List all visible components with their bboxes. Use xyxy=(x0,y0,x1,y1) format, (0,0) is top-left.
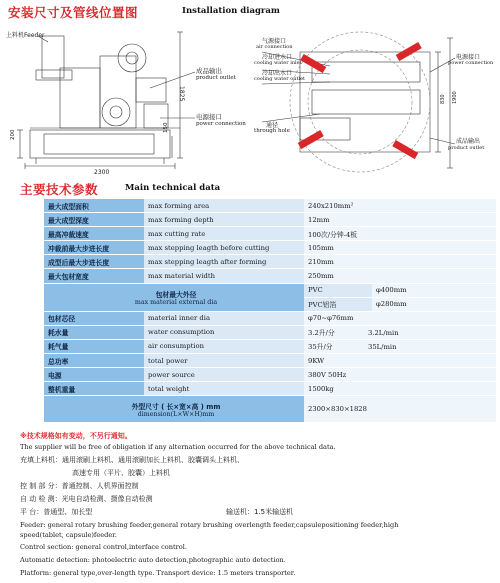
feed-en1: Feeder: general rotary brushing feeder,general rotary brushing overlength feeder,capsulepositioning feeder,high xyxy=(20,521,399,529)
power2-cn: 电源接口 xyxy=(456,54,481,61)
spec-row xyxy=(44,255,496,269)
through-cn: 通径 xyxy=(266,122,279,129)
power-cn: 电源接口 xyxy=(196,113,222,121)
spec-dia-en: max material external dia xyxy=(134,298,218,306)
spec-en: air consumption xyxy=(144,339,304,353)
spec-row xyxy=(44,199,496,213)
plat-en: Platform: general type,over-length type. Transport device: 1.5 meters transporter. xyxy=(20,569,296,577)
spec-dia-type: PVC铝箔 xyxy=(304,297,372,311)
spec-val: 250mm xyxy=(304,269,496,283)
feeder-hopper xyxy=(42,36,64,78)
ctrl-en: Control section: general control,interface control. xyxy=(20,543,187,551)
feed-cn1: 充填上料机：通用滚刷上料机、通用滚刷加长上料机、胶囊调头上料机、 xyxy=(20,456,244,464)
spec-row xyxy=(44,325,496,339)
spec-row xyxy=(44,339,496,353)
spec-en: total power xyxy=(144,354,304,368)
spec-val: 100次/分钟-4板 xyxy=(304,227,496,241)
spec-en: max stepping leagth after forming xyxy=(144,255,304,269)
spec-cn: 最大成型深度 xyxy=(44,213,144,227)
dim-d3: 1900 xyxy=(452,91,458,104)
power2-en: power connection xyxy=(448,60,494,66)
spec-val: 210mm xyxy=(304,255,496,269)
section-title-tech-cn: 主要技术参数 xyxy=(20,182,99,197)
auto-en: Automatic detection: photoelectric auto detection,photographic auto detection. xyxy=(20,556,286,564)
spec-cn: 耗水量 xyxy=(44,325,144,339)
spec-row xyxy=(44,354,496,368)
spec-val: 3.2升/分 xyxy=(308,329,335,338)
spec-val: 380V 50Hz xyxy=(304,368,496,382)
spec-row xyxy=(44,269,496,283)
spec-val: 240x210mm² xyxy=(304,199,496,213)
spec-row xyxy=(44,241,496,255)
feed-cn2: 高速专用（平片、胶囊）上料机 xyxy=(72,469,170,477)
spec-row-dim xyxy=(44,396,496,423)
roller-top xyxy=(118,44,146,72)
roller-bottom xyxy=(102,98,130,126)
spec-dia-cn: 包材最大外径 xyxy=(155,290,197,299)
spec-dia-type: PVC xyxy=(304,283,372,297)
plat-cn: 平 台：普通型、加长型 xyxy=(20,508,93,516)
spec-val: 1500kg xyxy=(304,382,496,396)
cool-out-en: cooling water outlet xyxy=(254,76,306,82)
dim-left: 200 xyxy=(10,129,16,140)
spec-table xyxy=(44,198,496,422)
cool-in-en: cooling water inlet xyxy=(254,60,302,66)
feed-en2: speed(tablet, capsule)feeder. xyxy=(20,531,117,539)
spec-en: water consumption xyxy=(144,325,304,339)
section-title-installation-cn: 安装尺寸及管线位置图 xyxy=(8,5,139,20)
air-cn: 气源接口 xyxy=(262,38,287,45)
spec-cn: 成型后最大步进长度 xyxy=(44,255,144,269)
spec-val: 9KW xyxy=(304,354,496,368)
spec-row xyxy=(44,382,496,396)
spec-row xyxy=(44,368,496,382)
spec-row xyxy=(44,311,496,325)
auto-cn: 自 动 检 测：光电自动检测、摄像自动检测 xyxy=(20,495,153,503)
air-en: air connection xyxy=(256,44,293,50)
dim-height: 1825 xyxy=(178,86,185,102)
spec-dia-val: φ400mm xyxy=(372,283,496,297)
plat-cn2: 输送机：1.5米输送机 xyxy=(226,508,294,516)
spec-en: max forming area xyxy=(144,199,304,213)
cool-out-cn: 冷却出水口 xyxy=(262,70,293,77)
spec-cn: 冲裁前最大步进长度 xyxy=(44,241,144,255)
spec-cn: 耗气量 xyxy=(44,339,144,353)
spec-en: total weight xyxy=(144,382,304,396)
spec-dia-cell xyxy=(44,283,304,311)
spec-val: 12mm xyxy=(304,213,496,227)
spec-val: 35升/分 xyxy=(308,343,333,352)
dim-right: 150 xyxy=(163,122,169,133)
power-en: power connection xyxy=(196,121,246,127)
section-title-tech-en: Main technical data xyxy=(125,183,221,193)
spec-en: max stepping leagth before cutting xyxy=(144,241,304,255)
spec-en: max cutting rate xyxy=(144,227,304,241)
spec-cn: 总功率 xyxy=(44,354,144,368)
spec-en: max forming depth xyxy=(144,213,304,227)
spec-en: material inner dia xyxy=(144,311,304,325)
feeder-label: 上料机Feeder xyxy=(6,32,45,39)
spec-en: power source xyxy=(144,368,304,382)
spec-row xyxy=(44,227,496,241)
installation-diagram xyxy=(0,18,500,176)
spec-cn: 包材芯径 xyxy=(44,311,144,325)
spec-dim-cell xyxy=(44,396,304,423)
product-out-cn: 成品输出 xyxy=(196,67,222,75)
spec-cn: 最高冲裁速度 xyxy=(44,227,144,241)
spec-row xyxy=(44,213,496,227)
spec-dim-cn: 外型尺寸 ( 长×宽×高 ) mm xyxy=(131,402,221,411)
ctrl-cn: 控 制 部 分：普通控制、人机界面控制 xyxy=(20,482,139,490)
product2-cn: 成品输出 xyxy=(456,138,481,145)
section-title-installation-en: Installation diagram xyxy=(182,6,280,16)
warn-cn: ※技术规格如有变动，不另行通知。 xyxy=(20,432,132,440)
product2-en: product outlet xyxy=(448,145,485,151)
spec-cn: 整机重量 xyxy=(44,382,144,396)
warn-en: The supplier will be free of obligation if any alternation occurred for the above technical data. xyxy=(20,443,336,451)
cool-in-cn: 冷却进水口 xyxy=(262,54,293,61)
spec-cn: 电源 xyxy=(44,368,144,382)
spec-dim-val: 2300×830×1828 xyxy=(304,396,496,423)
dim-width: 2300 xyxy=(94,169,110,176)
spec-dia-val: φ280mm xyxy=(372,297,496,311)
spec-val2: 3.2L/min xyxy=(368,329,399,338)
spec-en: max material width xyxy=(144,269,304,283)
spec-cn: 最大包材宽度 xyxy=(44,269,144,283)
through-en: through hole xyxy=(254,128,290,134)
dim-d2: 830 xyxy=(440,94,446,104)
spec-cn: 最大成型面积 xyxy=(44,199,144,213)
spec-val2: 35L/min xyxy=(368,343,397,352)
spec-val: φ70~φ76mm xyxy=(304,311,496,325)
product-out-en: product outlet xyxy=(196,75,236,81)
spec-val: 105mm xyxy=(304,241,496,255)
spec-row-dia xyxy=(44,283,496,297)
spec-dim-en: dimension(L×W×H)mm xyxy=(137,410,215,418)
